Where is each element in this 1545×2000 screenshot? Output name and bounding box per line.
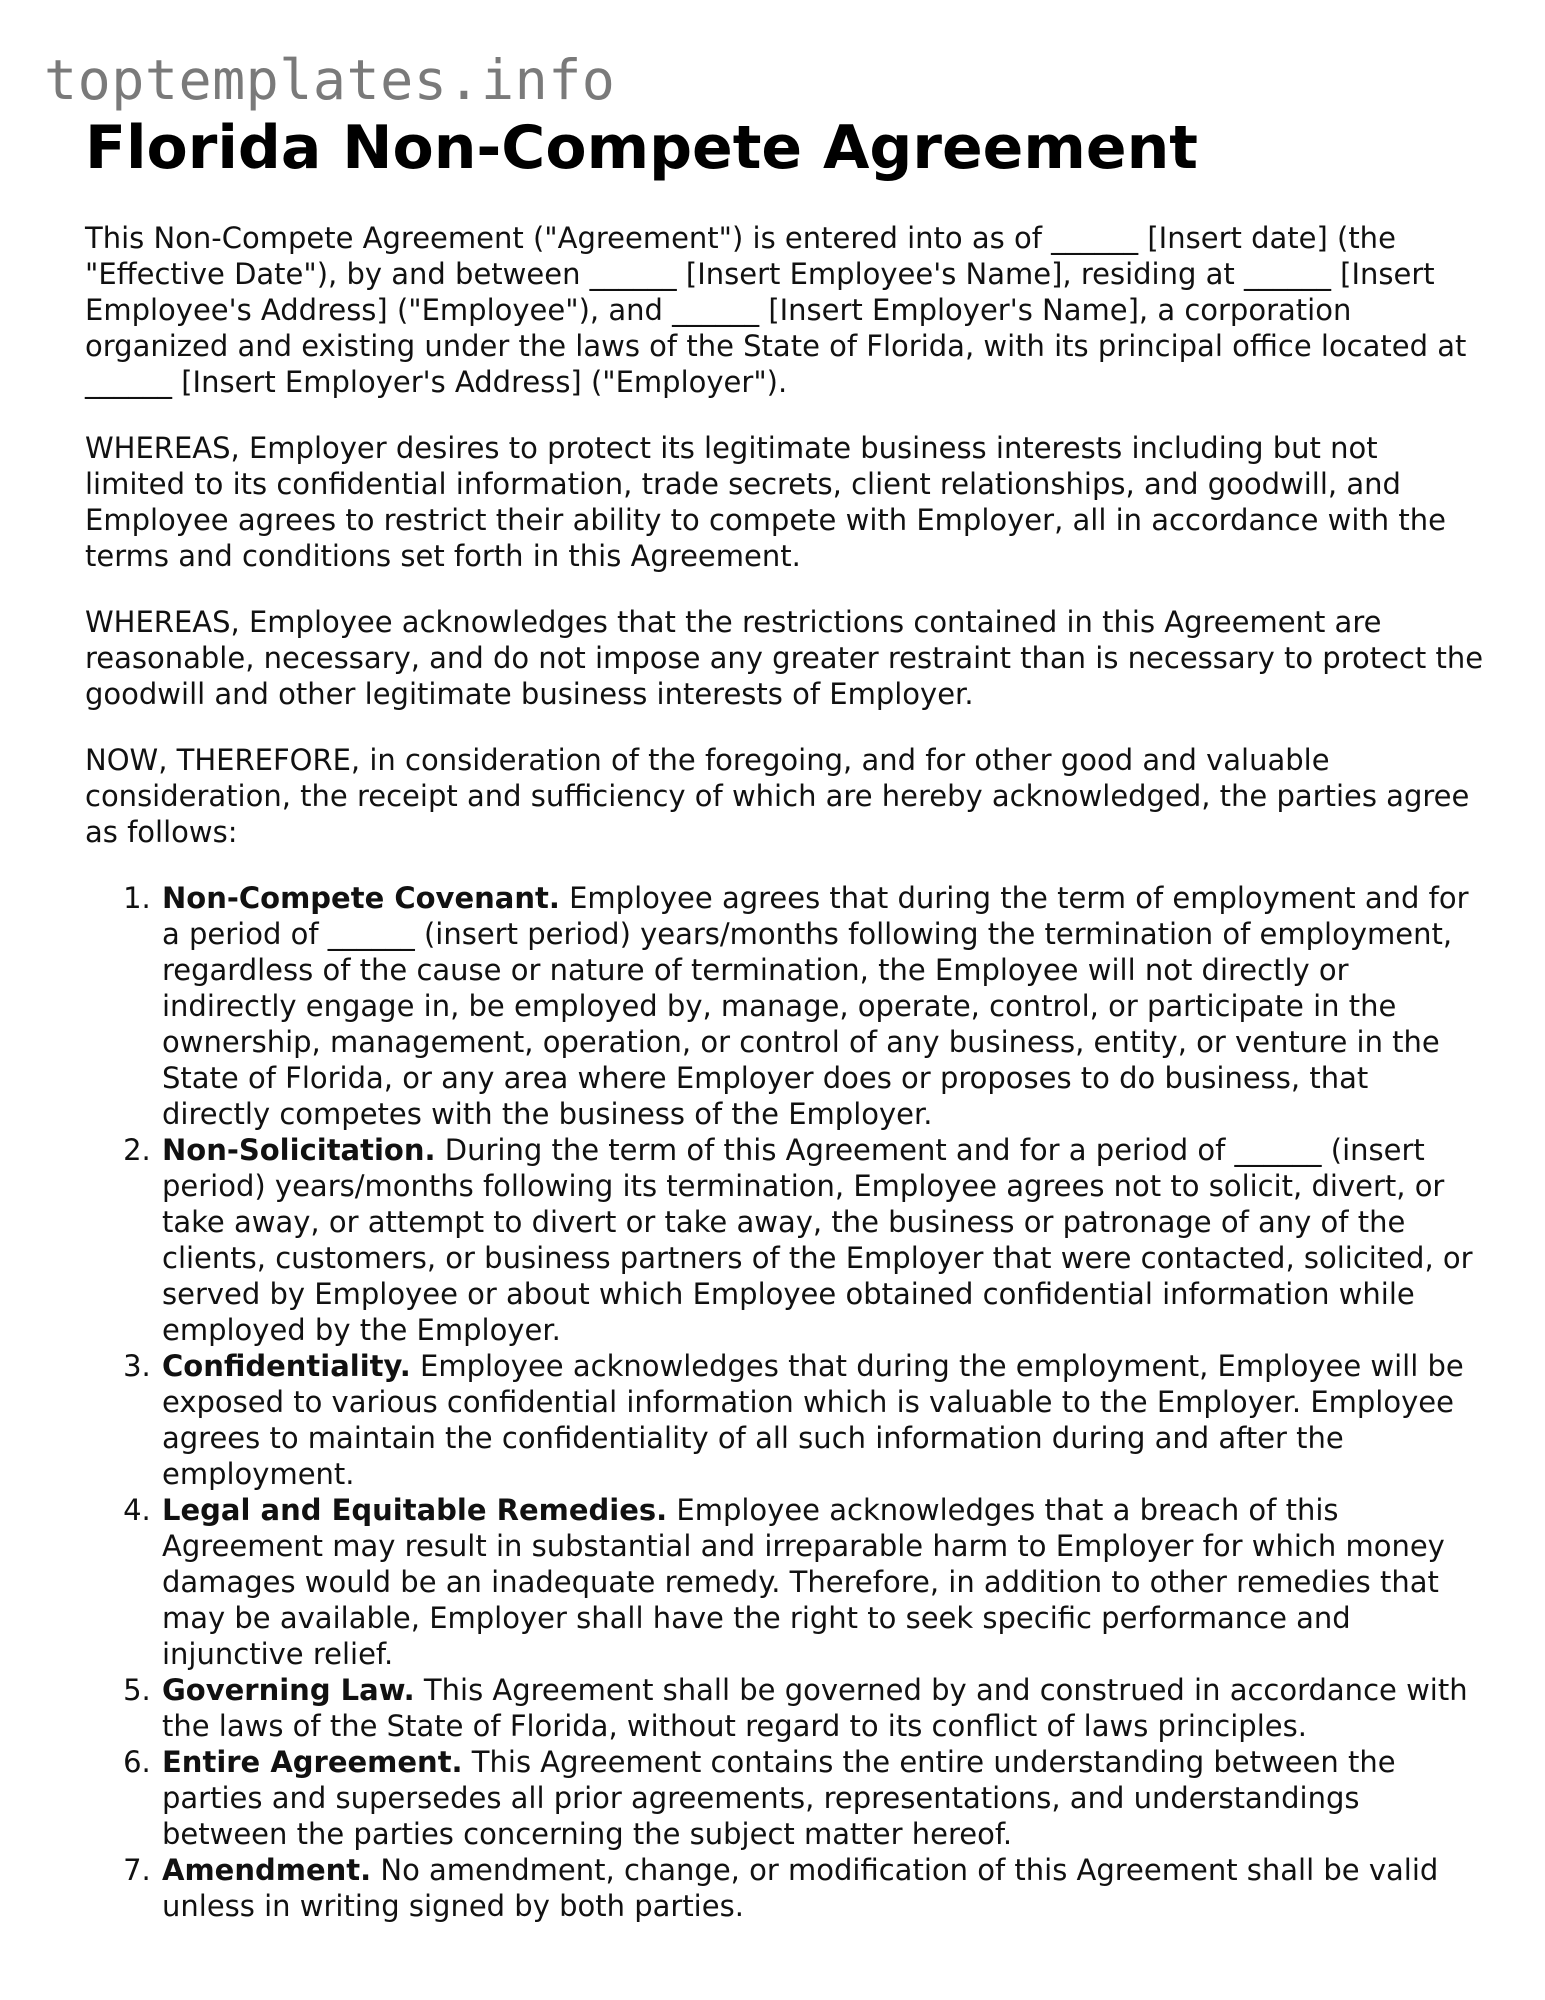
clause-text: This Agreement contains the entire understanding between the parties and supersedes all prior agreements, representations, and understandings between the parties concerning the subject matter hereof. — [162, 1745, 1396, 1851]
whereas-paragraph-1: WHEREAS, Employer desires to protect its legitimate business interests including but not limited to its confidential information, trade secrets, client relationships, and goodwill, and Employee agrees to restrict their ability to compete with Employer, all in accordance with the terms and conditions set forth in this Agreement. — [85, 431, 1446, 573]
now-therefore-paragraph: NOW, THEREFORE, in consideration of the foregoing, and for other good and valuable consideration, the receipt and sufficiency of which are hereby acknowledged, the parties agree as follows: — [85, 743, 1470, 849]
clause-entire-agreement — [160, 1744, 1485, 1852]
clause-term: Governing Law. — [162, 1673, 415, 1707]
whereas-paragraph-2: WHEREAS, Employee acknowledges that the restrictions contained in this Agreement are reasonable, necessary, and do not impose any greater restraint than is necessary to protect the goodwill and other legitimate business interests of Employer. — [85, 605, 1484, 711]
clause-text: This Agreement shall be governed by and construed in accordance with the laws of the State of Florida, without regard to its conflict of laws principles. — [162, 1673, 1468, 1743]
clause-non-compete — [160, 880, 1485, 1132]
clause-term: Non-Solicitation. — [162, 1133, 436, 1167]
clause-term: Non-Compete Covenant. — [162, 881, 560, 915]
clause-term: Amendment. — [162, 1853, 372, 1887]
clause-text: During the term of this Agreement and for a period of ______ (insert period) years/months following its termination, Employee agrees not to solicit, divert, or take away, or attempt to divert or take away, the business or patronage of any of the clients, customers, or business partners of the Employer that were contacted, solicited, or served by Employee or about which Employee obtained confidential information while employed by the Employer. — [162, 1133, 1473, 1347]
document-page — [85, 108, 1485, 1924]
clauses-list — [85, 880, 1485, 1924]
clause-governing-law — [160, 1672, 1485, 1744]
clause-term: Entire Agreement. — [162, 1745, 463, 1779]
clause-term: Legal and Equitable Remedies. — [162, 1493, 668, 1527]
intro-paragraph: This Non-Compete Agreement ("Agreement") is entered into as of ______ [Insert date] (the "Effective Date"), by and between ______ [Insert Employee's Name], residing at ______ [Insert Employee's Address] ("Employee"), and ______ [Insert Employer's Name], a corporation organized and existing under the laws of the State of Florida, with its principal office located at ______ [Insert Employer's Address] ("Employer"). — [85, 221, 1467, 399]
site-watermark: toptemplates.info — [44, 48, 616, 112]
clause-confidentiality — [160, 1348, 1485, 1492]
clause-text: Employee agrees that during the term of employment and for a period of ______ (insert period) years/months following the termination of employment, regardless of the cause or nature of termination, the Employee will not directly or indirectly engage in, be employed by, manage, operate, control, or participate in the ownership, management, operation, or control of any business, entity, or venture in the State of Florida, or any area where Employer does or proposes to do business, that directly competes with the business of the Employer. — [162, 881, 1469, 1131]
clause-text: No amendment, change, or modification of this Agreement shall be valid unless in writing signed by both parties. — [162, 1853, 1439, 1923]
document-title: Florida Non-Compete Agreement — [85, 113, 1198, 183]
clause-text: Employee acknowledges that during the employment, Employee will be exposed to various confidential information which is valuable to the Employer. Employee agrees to maintain the confidentiality of all such information during and after the employment. — [162, 1349, 1464, 1491]
clause-text: Employee acknowledges that a breach of this Agreement may result in substantial and irreparable harm to Employer for which money damages would be an inadequate remedy. Therefore, in addition to other remedies that may be available, Employer shall have the right to seek specific performance and injunctive relief. — [162, 1493, 1445, 1671]
clause-non-solicitation — [160, 1132, 1485, 1348]
clause-amendment — [160, 1852, 1485, 1924]
clause-term: Confidentiality. — [162, 1349, 411, 1383]
clause-remedies — [160, 1492, 1485, 1672]
